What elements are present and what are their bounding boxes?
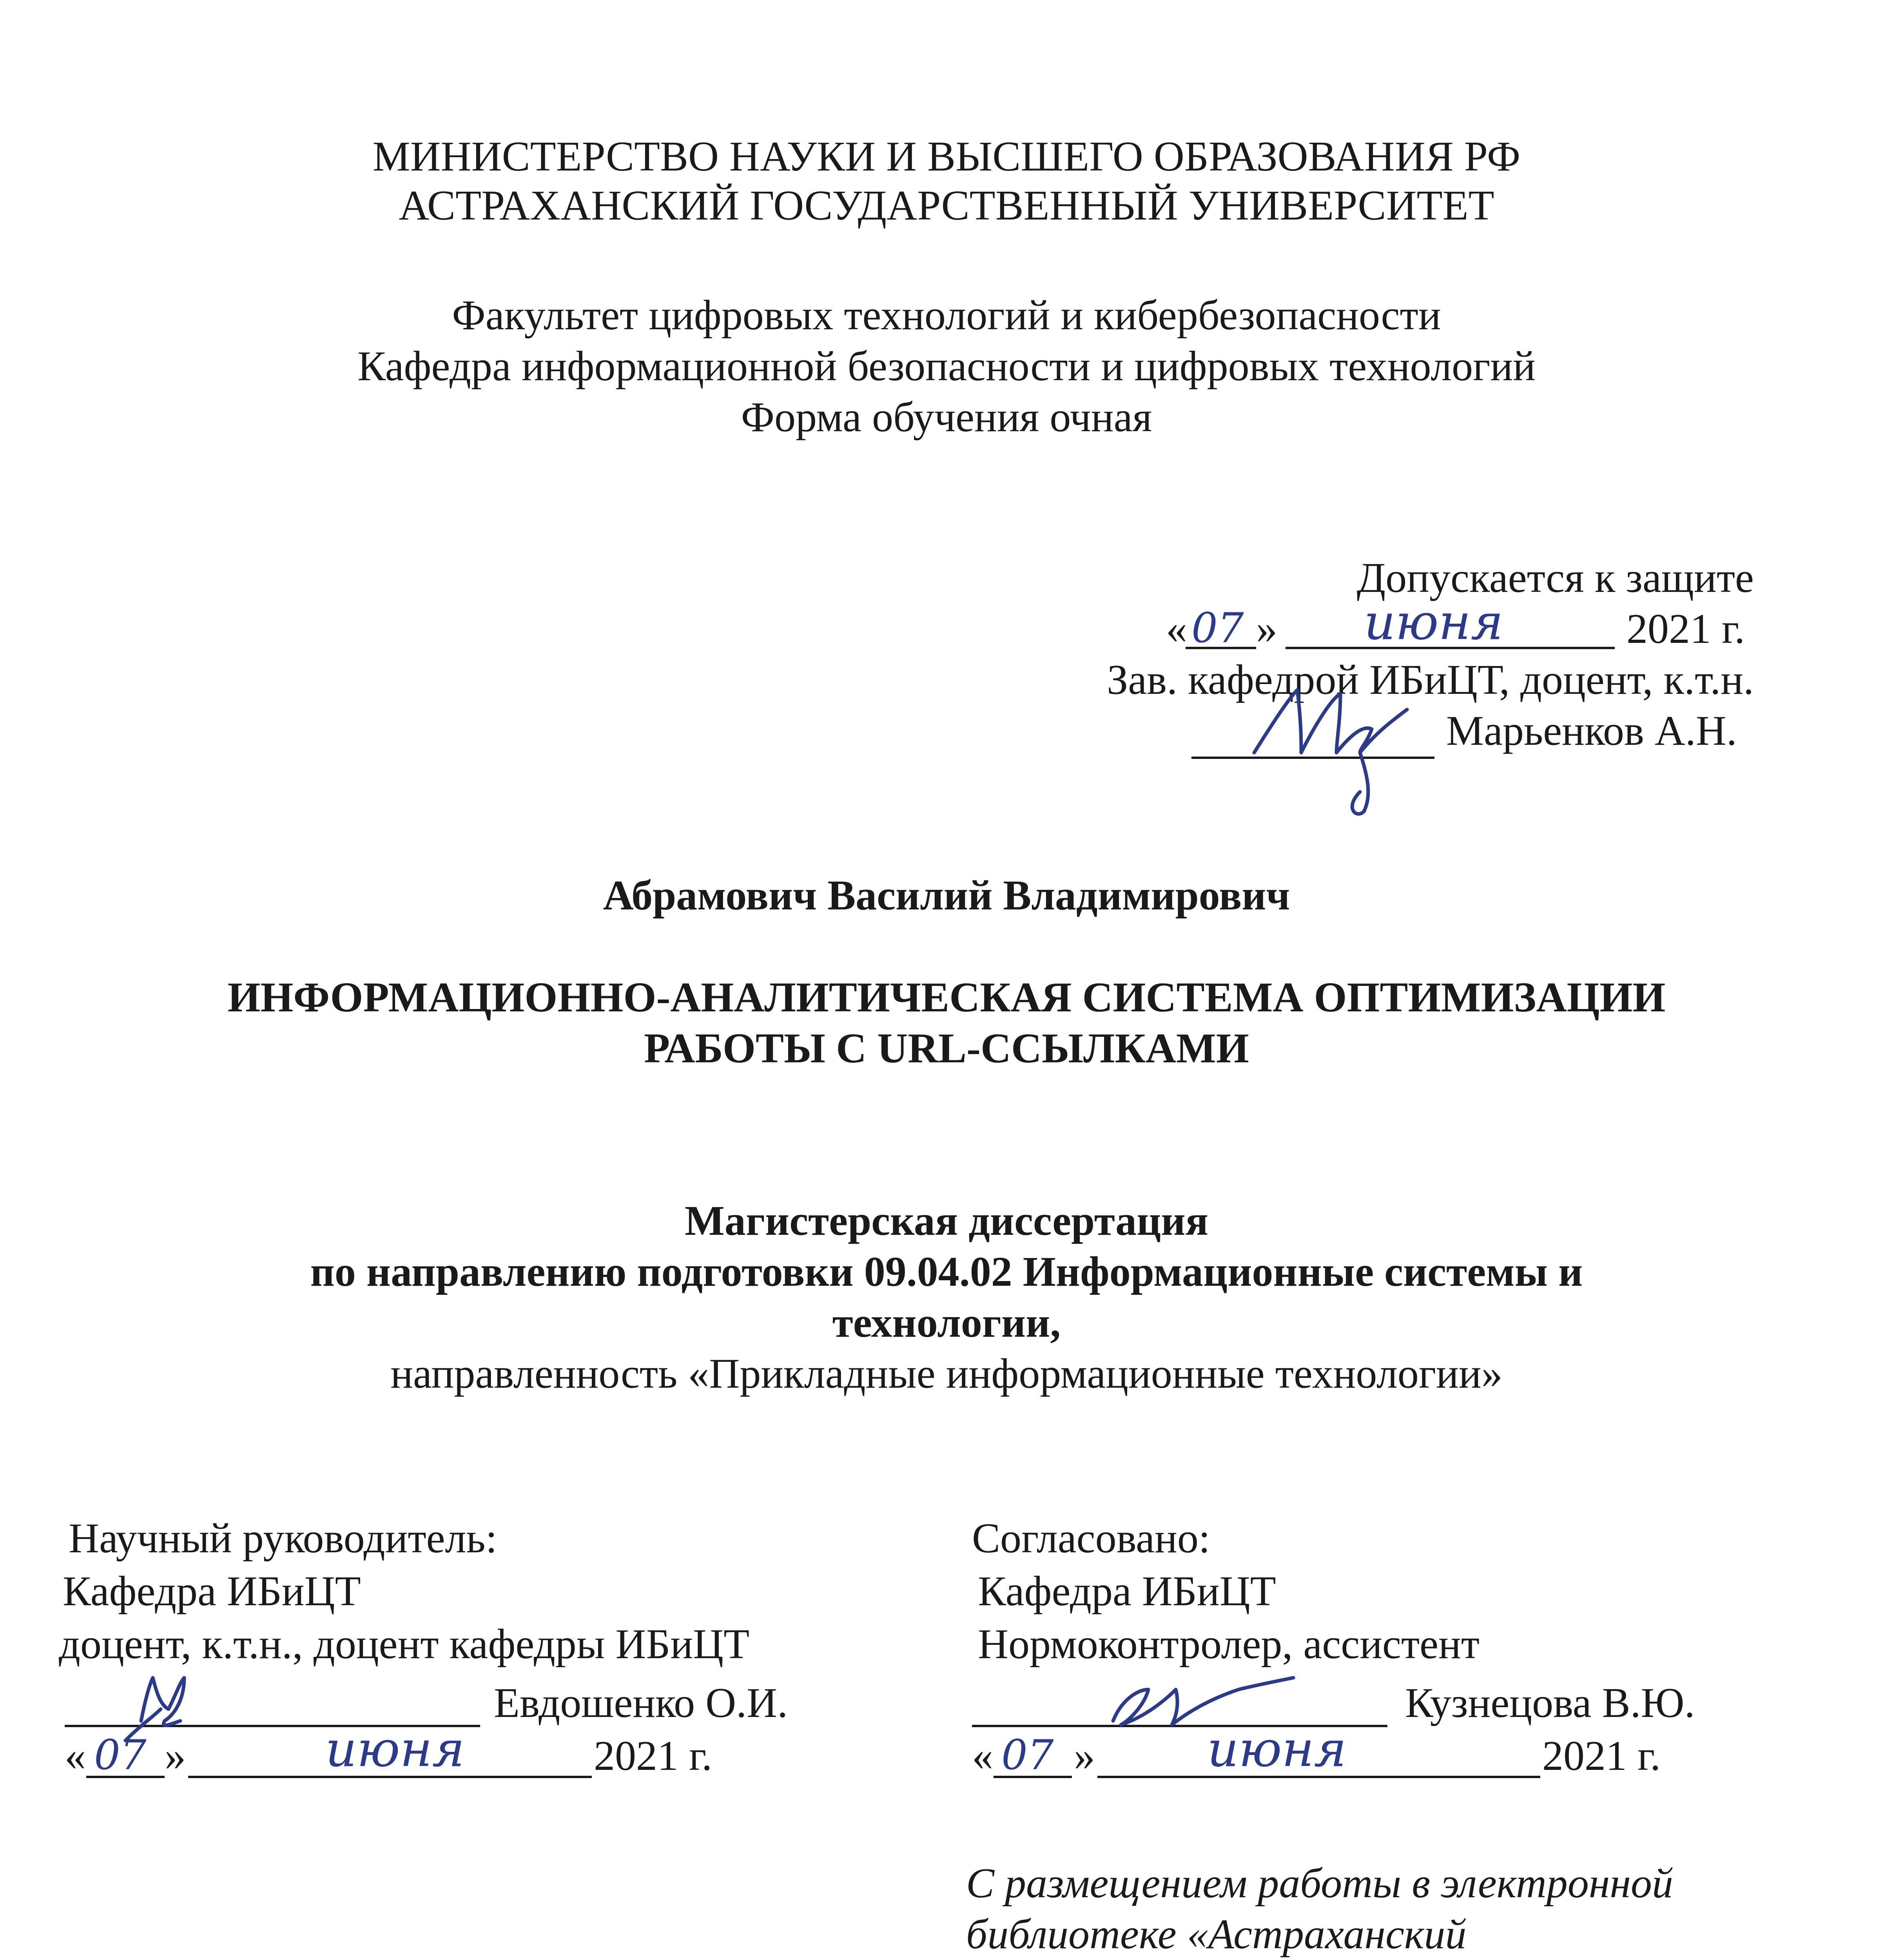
supervisor-label: Научный руководитель: <box>69 1515 497 1562</box>
supervisor-month-handwritten: июня <box>325 1721 465 1778</box>
head-name: Марьенков А.Н. <box>1446 708 1737 754</box>
university-heading: АСТРАХАНСКИЙ ГОСУДАРСТВЕННЫЙ УНИВЕРСИТЕТ <box>399 182 1494 229</box>
agreed-label: Согласовано: <box>972 1515 1210 1562</box>
agreed-year: 2021 г. <box>1542 1733 1661 1779</box>
approval-date-open: « <box>1166 606 1187 652</box>
thesis-title-line1: ИНФОРМАЦИОННО-АНАЛИТИЧЕСКАЯ СИСТЕМА ОПТИМИЗАЦИИ <box>227 974 1666 1021</box>
agreed-day-handwritten: 07 <box>1001 1731 1054 1779</box>
supervisor-name: Евдошенко О.И. <box>494 1680 788 1726</box>
consent-line2: библиотеке «Астраханский <box>966 1911 1467 1958</box>
agreed-department: Кафедра ИБиЦТ <box>978 1568 1276 1615</box>
work-type: Магистерская диссертация <box>684 1198 1209 1244</box>
supervisor-date-open: « <box>65 1733 86 1779</box>
ministry-heading: МИНИСТЕРСТВО НАУКИ И ВЫСШЕГО ОБРАЗОВАНИЯ РФ <box>372 133 1521 180</box>
head-title: Зав. кафедрой ИБиЦТ, доцент, к.т.н. <box>1107 657 1754 703</box>
approval-month-handwritten: июня <box>1364 594 1503 651</box>
supervisor-day-handwritten: 07 <box>94 1731 147 1779</box>
thesis-title-line2: РАБОТЫ С URL-ССЫЛКАМИ <box>644 1025 1249 1072</box>
agreed-position: Нормоконтролер, ассистент <box>978 1621 1480 1668</box>
supervisor-department: Кафедра ИБиЦТ <box>63 1568 361 1615</box>
supervisor-year: 2021 г. <box>594 1733 713 1779</box>
agreed-date-close: » <box>1074 1733 1095 1779</box>
admitted-label: Допускается к защите <box>1356 555 1754 601</box>
supervisor-position: доцент, к.т.н., доцент кафедры ИБиЦТ <box>59 1621 750 1668</box>
study-form-line: Форма обучения очная <box>741 394 1152 441</box>
head-signature <box>1242 674 1446 823</box>
agreed-name: Кузнецова В.Ю. <box>1405 1680 1695 1726</box>
agreed-month-handwritten: июня <box>1207 1721 1347 1778</box>
direction-line1: по направлению подготовки 09.04.02 Информационные системы и <box>310 1249 1583 1295</box>
department-line: Кафедра информационной безопасности и цифровых технологий <box>357 343 1536 390</box>
focus-line: направленность «Прикладные информационные технологии» <box>390 1350 1503 1397</box>
agreed-date-open: « <box>972 1733 993 1779</box>
consent-line1: С размещением работы в электронной <box>966 1860 1674 1907</box>
direction-line2: технологии, <box>832 1299 1061 1346</box>
approval-date-close: » <box>1256 606 1277 652</box>
author-name: Абрамович Василий Владимирович <box>603 872 1290 919</box>
faculty-line: Факультет цифровых технологий и кибербезопасности <box>452 292 1441 339</box>
approval-day-handwritten: 07 <box>1191 604 1244 652</box>
supervisor-date-close: » <box>165 1733 186 1779</box>
approval-year: 2021 г. <box>1626 606 1745 652</box>
